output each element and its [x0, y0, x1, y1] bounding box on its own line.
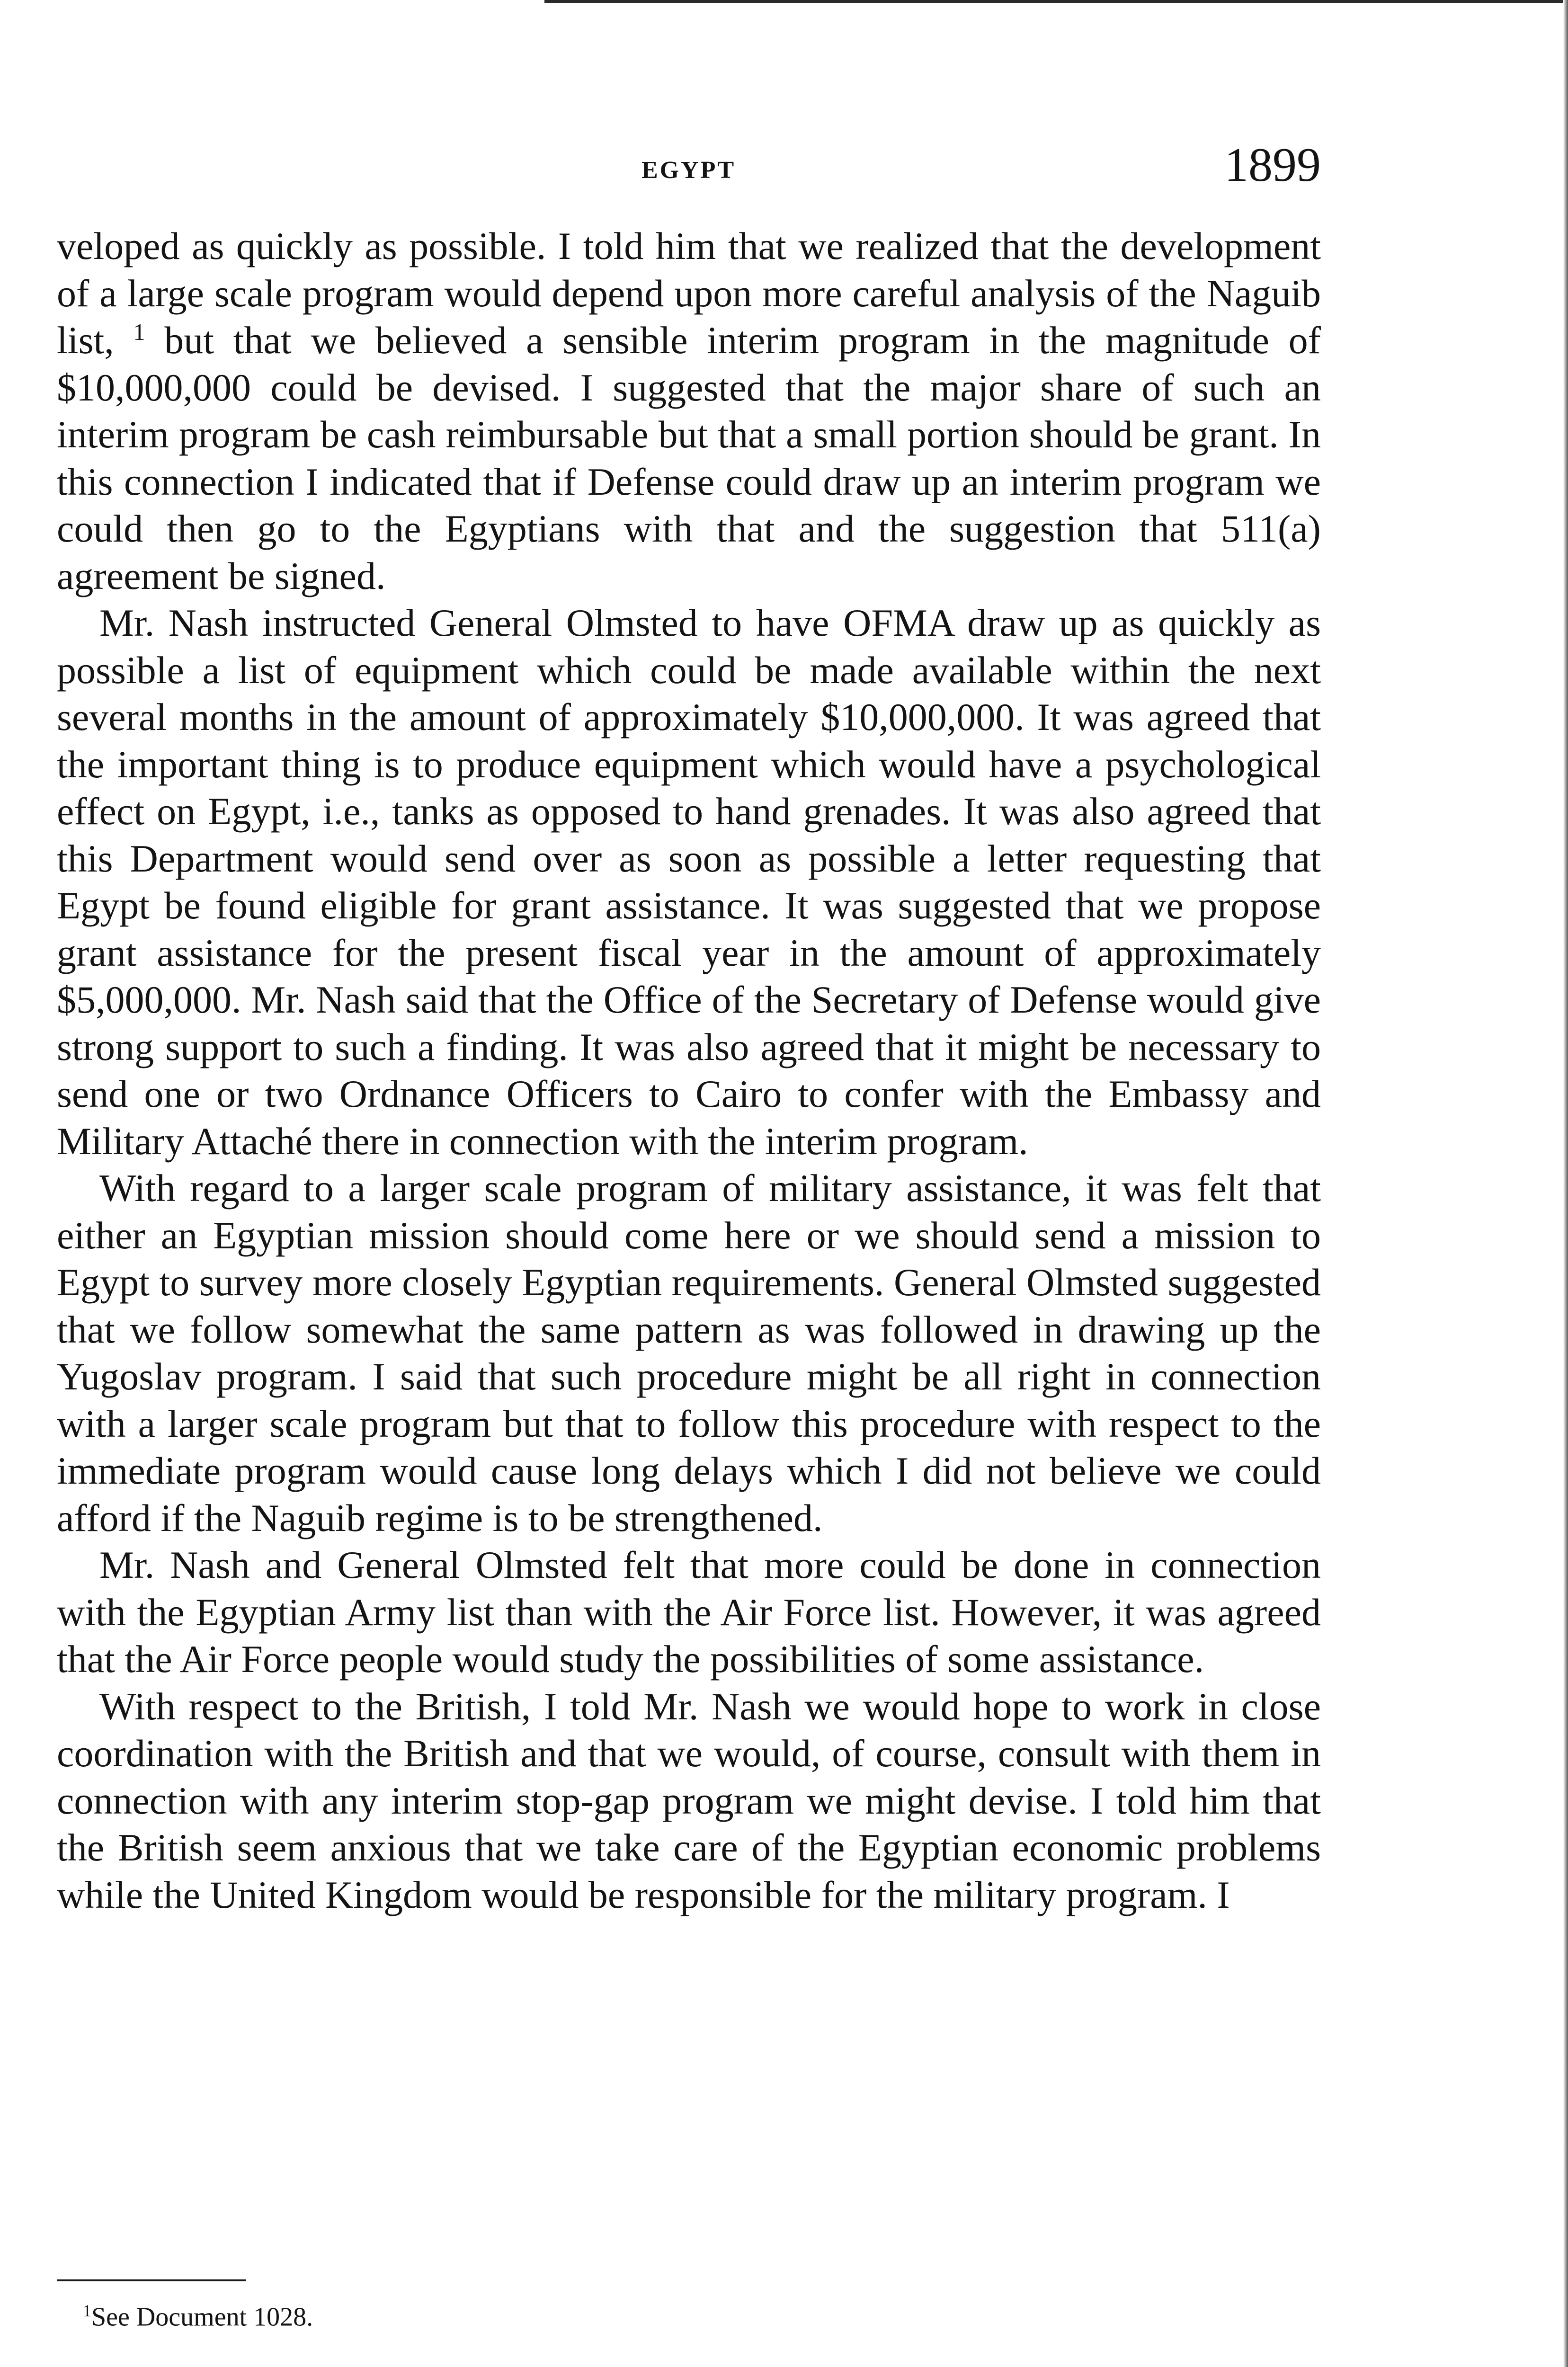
running-head: EGYPT: [641, 157, 736, 184]
page-top-edge: [544, 0, 1568, 3]
body-text: [57, 222, 1321, 1918]
paragraph-2: Mr. Nash instructed General Olmsted to have OFMA draw up as quickly as possible a list of equipment which could be made available within the next several months in the amount of approximately $10,000,000. It was agreed that the important thing is to produce equipment which would have a psychological effect on Egypt, i.e., tanks as opposed to hand grenades. It was also agreed that this Department would send over as soon as possible a letter requesting that Egypt be found eligible for grant assistance. It was suggested that we propose grant assistance for the present fiscal year in the amount of approximately $5,000,000. Mr. Nash said that the Office of the Secretary of Defense would give strong support to such a finding. It was also agreed that it might be necessary to send one or two Ordnance Officers to Cairo to confer with the Embassy and Military Attaché there in connection with the interim program.: [57, 601, 1321, 1163]
paragraph-1-text-after: but that we believed a sensible interim program in the magnitude of $10,000,000 could be devised. I suggested that the major share of such an interim program be cash reimbursable but that a small portion should be grant. In this connection I indicated that if Defense could draw up an interim program we could then go to the Egyptians with that and the suggestion that 511(a) agreement be signed.: [57, 319, 1321, 597]
footnote-marker: 1: [83, 2301, 91, 2320]
page-number: 1899: [1224, 138, 1321, 192]
footnote: [83, 2301, 313, 2332]
footnote-rule: [57, 2279, 246, 2281]
paragraph-4: Mr. Nash and General Olmsted felt that more could be done in connection with the Egyptian Army list than with the Air Force list. However, it was agreed that the Air Force people would study the possibilities of some assistance.: [57, 1543, 1321, 1681]
paragraph-3: With regard to a larger scale program of military assistance, it was felt that either an Egyptian mission should come here or we should send a mission to Egypt to survey more closely Egyptian requirements. General Olmsted suggested that we follow somewhat the same pattern as was followed in drawing up the Yugoslav program. I said that such procedure might be all right in connection with a larger scale program but that to follow this procedure with respect to the immediate program would cause long delays which I did not believe we could afford if the Naguib regime is to be strengthened.: [57, 1166, 1321, 1539]
paragraph-1-text-before: veloped as quickly as possible. I told him that we realized that the development of a large scale program would depend upon more careful analysis of the Naguib list,: [57, 224, 1321, 362]
footnote-reference: 1: [133, 319, 145, 345]
page-right-edge: [1563, 0, 1568, 2367]
paragraph-5: With respect to the British, I told Mr. Nash we would hope to work in close coordination with the British and that we would, of course, consult with them in connection with any interim stop-gap program we might devise. I told him that the British seem anxious that we take care of the Egyptian economic problems while the United Kingdom would be responsible for the military program. I: [57, 1684, 1321, 1916]
page-header: [57, 138, 1321, 204]
footnote-text: See Document 1028.: [91, 2302, 313, 2332]
paragraph-1: [57, 222, 1321, 599]
